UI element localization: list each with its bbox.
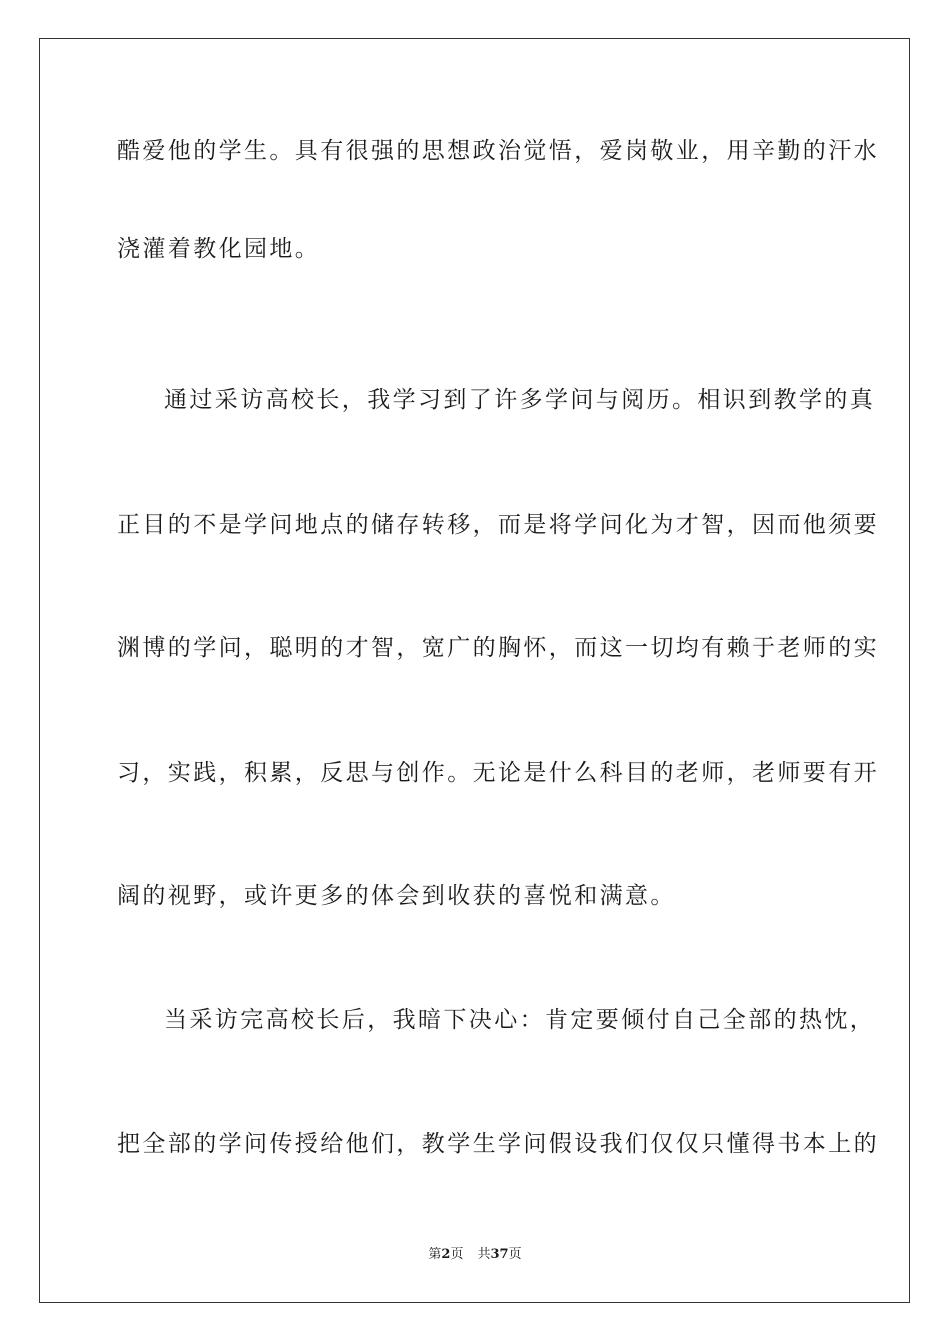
text-line: 通过采访高校长，我学习到了许多学问与阅历。相识到教学的真 <box>164 387 876 413</box>
text-line: 浇灌着教化园地。 <box>117 236 321 262</box>
page-number: 2 <box>441 1247 451 1262</box>
page-prefix: 第 <box>428 1247 442 1262</box>
page-border <box>39 38 910 1303</box>
total-pages: 37 <box>490 1247 509 1262</box>
text-line: 当采访完高校长后，我暗下决心：肯定要倾付自己全部的热忱， <box>164 1007 876 1033</box>
text-line: 正目的不是学问地点的储存转移，而是将学问化为才智，因而他须要 <box>117 512 879 538</box>
text-line: 阔的视野，或许更多的体会到收获的喜悦和满意。 <box>117 883 676 909</box>
text-line: 把全部的学问传授给他们，教学生学问假设我们仅仅只懂得书本上的 <box>117 1131 879 1157</box>
text-line: 酷爱他的学生。具有很强的思想政治觉悟，爱岗敬业，用辛勤的汗水 <box>117 138 879 164</box>
text-line: 渊博的学问，聪明的才智，宽广的胸怀，而这一切均有赖于老师的实 <box>117 635 879 661</box>
text-line: 习，实践，积累，反思与创作。无论是什么科目的老师，老师要有开 <box>117 760 879 786</box>
total-prefix: 共 <box>477 1247 491 1262</box>
page-suffix: 页 <box>450 1247 464 1262</box>
page-footer <box>0 1246 950 1264</box>
total-suffix: 页 <box>508 1247 522 1262</box>
